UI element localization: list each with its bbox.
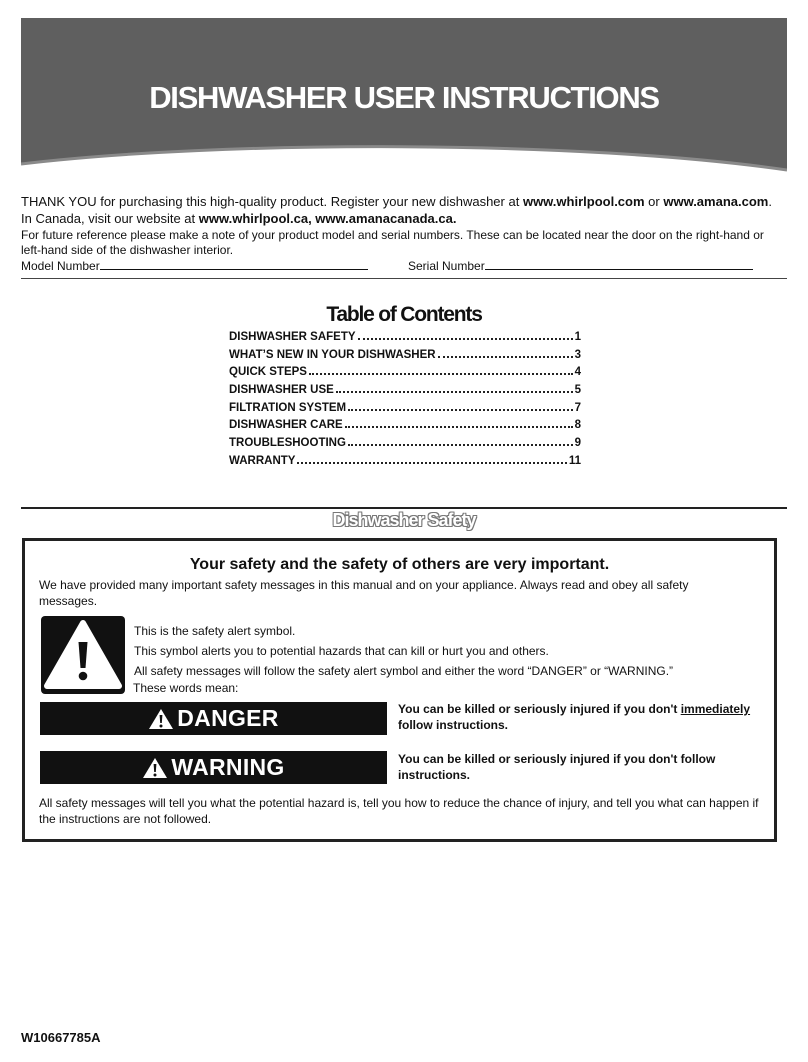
warning-alert-icon [142, 757, 168, 779]
toc-item[interactable] [229, 402, 581, 420]
intro-thanks: THANK YOU for purchasing this high-quality product. Register your new dishwasher at www.whirlpool.com or www.amana.com. In Canada, visit our website at www.whirlpool.ca, www.amanacanada.ca. [21, 194, 772, 226]
safety-footer: All safety messages will tell you what the potential hazard is, tell you how to reduce the chance of injury, and tell you what can happen if the instructions are not followed. [39, 796, 759, 826]
divider [21, 507, 787, 509]
serial-number-field[interactable]: Serial Number [408, 258, 753, 273]
toc-leader-dots [438, 356, 573, 358]
link-whirlpool[interactable]: www.whirlpool.com [522, 194, 645, 209]
divider [21, 278, 787, 279]
toc-item-label: WARRANTY [229, 454, 296, 467]
toc-item-page: 9 [574, 437, 581, 450]
toc-item[interactable] [229, 349, 581, 367]
danger-label: DANGER [177, 705, 279, 731]
danger-signal-bar [40, 702, 387, 735]
toc-item-label: TROUBLESHOOTING [229, 437, 346, 450]
toc-item-label: DISHWASHER USE [229, 384, 334, 397]
title-banner [21, 18, 787, 190]
safety-intro: We have provided many important safety messages in this manual and on your appliance. Always read and obey all safety messages. [39, 578, 689, 608]
product-number-fields [21, 258, 787, 274]
intro-reference: For future reference please make a note of your product model and serial numbers. These can be located near the door on the right-hand or left-hand side of the dishwasher interior. [21, 228, 764, 257]
safety-heading: Your safety and the safety of others are very important. [189, 556, 610, 573]
section-title: Dishwasher Safety [332, 510, 476, 530]
toc-item-label: FILTRATION SYSTEM [229, 401, 347, 414]
warning-label: WARNING [171, 754, 285, 780]
toc-item-label: QUICK STEPS [229, 366, 307, 379]
warning-signal-bar [40, 751, 387, 784]
toc-item[interactable] [229, 437, 581, 455]
toc-item-label: DISHWASHER SAFETY [229, 331, 356, 343]
serial-number-line[interactable] [485, 258, 753, 270]
toc-item-page: 5 [574, 384, 581, 397]
link-canada-sites[interactable]: www.whirlpool.ca, www.amanacanada.ca. [198, 211, 457, 226]
toc-item[interactable] [229, 455, 581, 473]
danger-alert-icon [148, 708, 174, 730]
toc-leader-dots [348, 409, 572, 411]
toc-item-label: WHAT’S NEW IN YOUR DISHWASHER [229, 348, 436, 361]
toc-item[interactable] [229, 384, 581, 402]
toc-item-page: 1 [574, 331, 581, 343]
toc-item[interactable] [229, 366, 581, 384]
toc-item-page: 11 [568, 454, 581, 467]
table-of-contents [229, 331, 581, 473]
danger-description: You can be killed or seriously injured if you don't immediately follow instructions. [398, 702, 751, 732]
warning-description: You can be killed or seriously injured if you don't follow instructions. [398, 752, 716, 782]
link-amana[interactable]: www.amana.com [663, 194, 769, 209]
toc-item-page: 4 [574, 366, 581, 379]
part-number: W10667785A [21, 1030, 101, 1045]
symbol-explanation: This is the safety alert symbol. This symbol alerts you to potential hazards that can kill or hurt you and others. All safety messages will follow the safety alert symbol and either the word “DANGER” or “WARNING.” These words mean: [133, 624, 674, 695]
document-title: DISHWASHER USER INSTRUCTIONS [149, 80, 659, 115]
toc-item[interactable] [229, 419, 581, 437]
toc-item-page: 8 [574, 419, 581, 432]
toc-item[interactable] [229, 331, 581, 349]
toc-item-page: 7 [574, 401, 581, 414]
toc-leader-dots [336, 391, 573, 393]
toc-leader-dots [309, 373, 573, 375]
toc-title: Table of Contents [326, 303, 482, 326]
toc-leader-dots [348, 444, 573, 446]
model-number-line[interactable] [100, 258, 368, 270]
safety-box [22, 538, 777, 842]
toc-item-page: 3 [574, 348, 581, 361]
toc-leader-dots [297, 462, 566, 464]
toc-leader-dots [358, 338, 573, 340]
safety-alert-icon [41, 616, 125, 694]
toc-item-label: DISHWASHER CARE [229, 419, 343, 432]
model-number-field[interactable]: Model Number [21, 258, 368, 273]
toc-leader-dots [345, 426, 573, 428]
